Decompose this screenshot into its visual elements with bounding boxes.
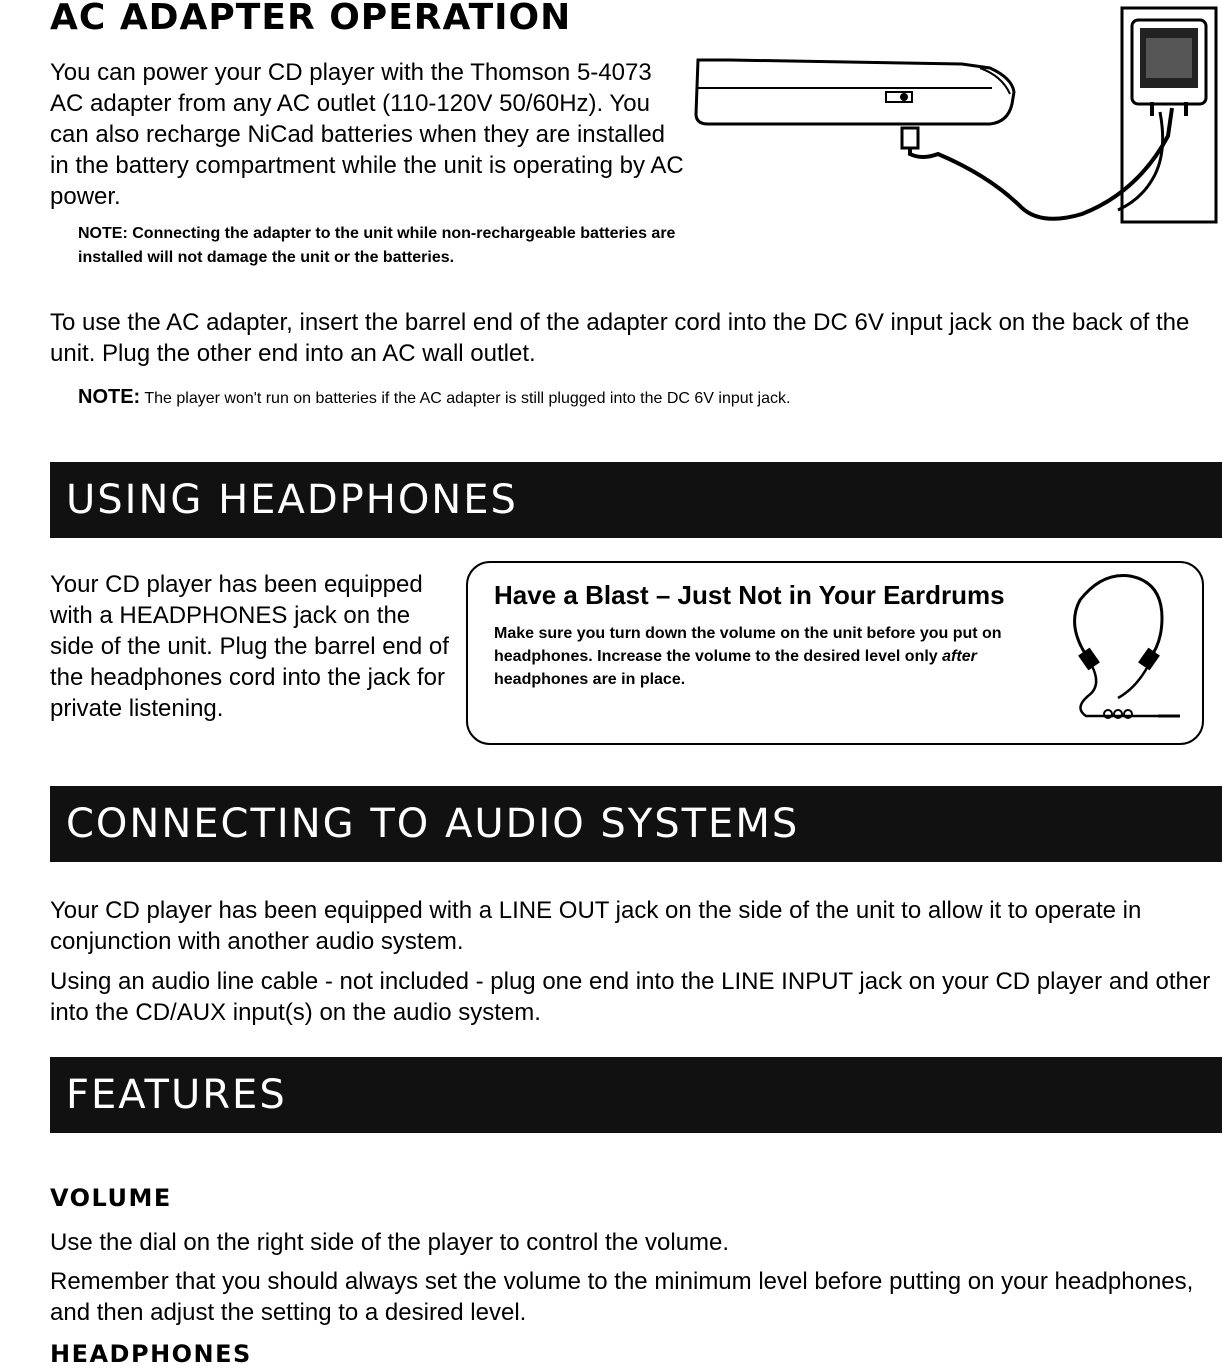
- ac-adapter-intro: You can power your CD player with the Thomson 5-4073 AC adapter from any AC outlet (110-120V 50/60Hz). You can also recharge NiCad batteries when they are installed in the battery compartment while the unit is operating by AC power.: [50, 59, 684, 210]
- warning-callout-text: [494, 622, 1054, 691]
- section-title-features: FEATURES: [66, 1072, 287, 1118]
- cd-player-adapter-illustration: [690, 4, 1220, 226]
- headphones-icon: [1058, 566, 1188, 726]
- volume-text-2: Remember that you should always set the volume to the minimum level before putting on your headphones, and then adjust the setting to a desired level.: [50, 1268, 1194, 1326]
- audio-systems-body-1: Your CD player has been equipped with a LINE OUT jack on the side of the unit to allow it to operate in conjunction with another audio system.: [50, 897, 1142, 955]
- note-label: NOTE:: [78, 386, 141, 408]
- volume-heading: VOLUME: [50, 1184, 172, 1212]
- section-title-audio-systems: CONNECTING TO AUDIO SYSTEMS: [66, 801, 800, 847]
- ac-adapter-note-2: [78, 386, 1178, 410]
- headphones-body: Your CD player has been equipped with a HEADPHONES jack on the side of the unit. Plug the barrel end of the headphones cord into the jack for private listening.: [50, 571, 449, 722]
- headphones-heading: HEADPHONES: [50, 1340, 252, 1368]
- section-banner-features: [50, 1057, 1222, 1133]
- note-text: The player won't run on batteries if the AC adapter is still plugged into the DC 6V input jack.: [144, 390, 791, 407]
- audio-systems-body-2: Using an audio line cable - not included - plug one end into the LINE INPUT jack on your CD player and other into the CD/AUX input(s) on the audio system.: [50, 968, 1211, 1026]
- ac-adapter-instructions: To use the AC adapter, insert the barrel end of the adapter cord into the DC 6V input jack on the back of the unit. Plug the other end into an AC wall outlet.: [50, 309, 1190, 367]
- section-title-ac-adapter: AC ADAPTER OPERATION: [50, 0, 572, 38]
- warning-callout-title: Have a Blast – Just Not in Your Eardrums: [494, 580, 1005, 610]
- callout-text-part: Make sure you turn down the volume on the unit before you put on headphones. Increase the volume to the desired level only: [494, 625, 1002, 665]
- note-label: NOTE:: [78, 225, 128, 242]
- section-title-headphones: USING HEADPHONES: [66, 477, 518, 523]
- callout-emphasis: after: [942, 648, 977, 665]
- section-banner-headphones: [50, 462, 1222, 538]
- callout-text-part: headphones are in place.: [494, 671, 686, 688]
- volume-text-1: Use the dial on the right side of the player to control the volume.: [50, 1229, 730, 1256]
- ac-adapter-note: [78, 222, 698, 270]
- note-text: Connecting the adapter to the unit while non-rechargeable batteries are installed will not damage the unit or the batteries.: [78, 225, 676, 266]
- section-banner-audio-systems: [50, 786, 1222, 862]
